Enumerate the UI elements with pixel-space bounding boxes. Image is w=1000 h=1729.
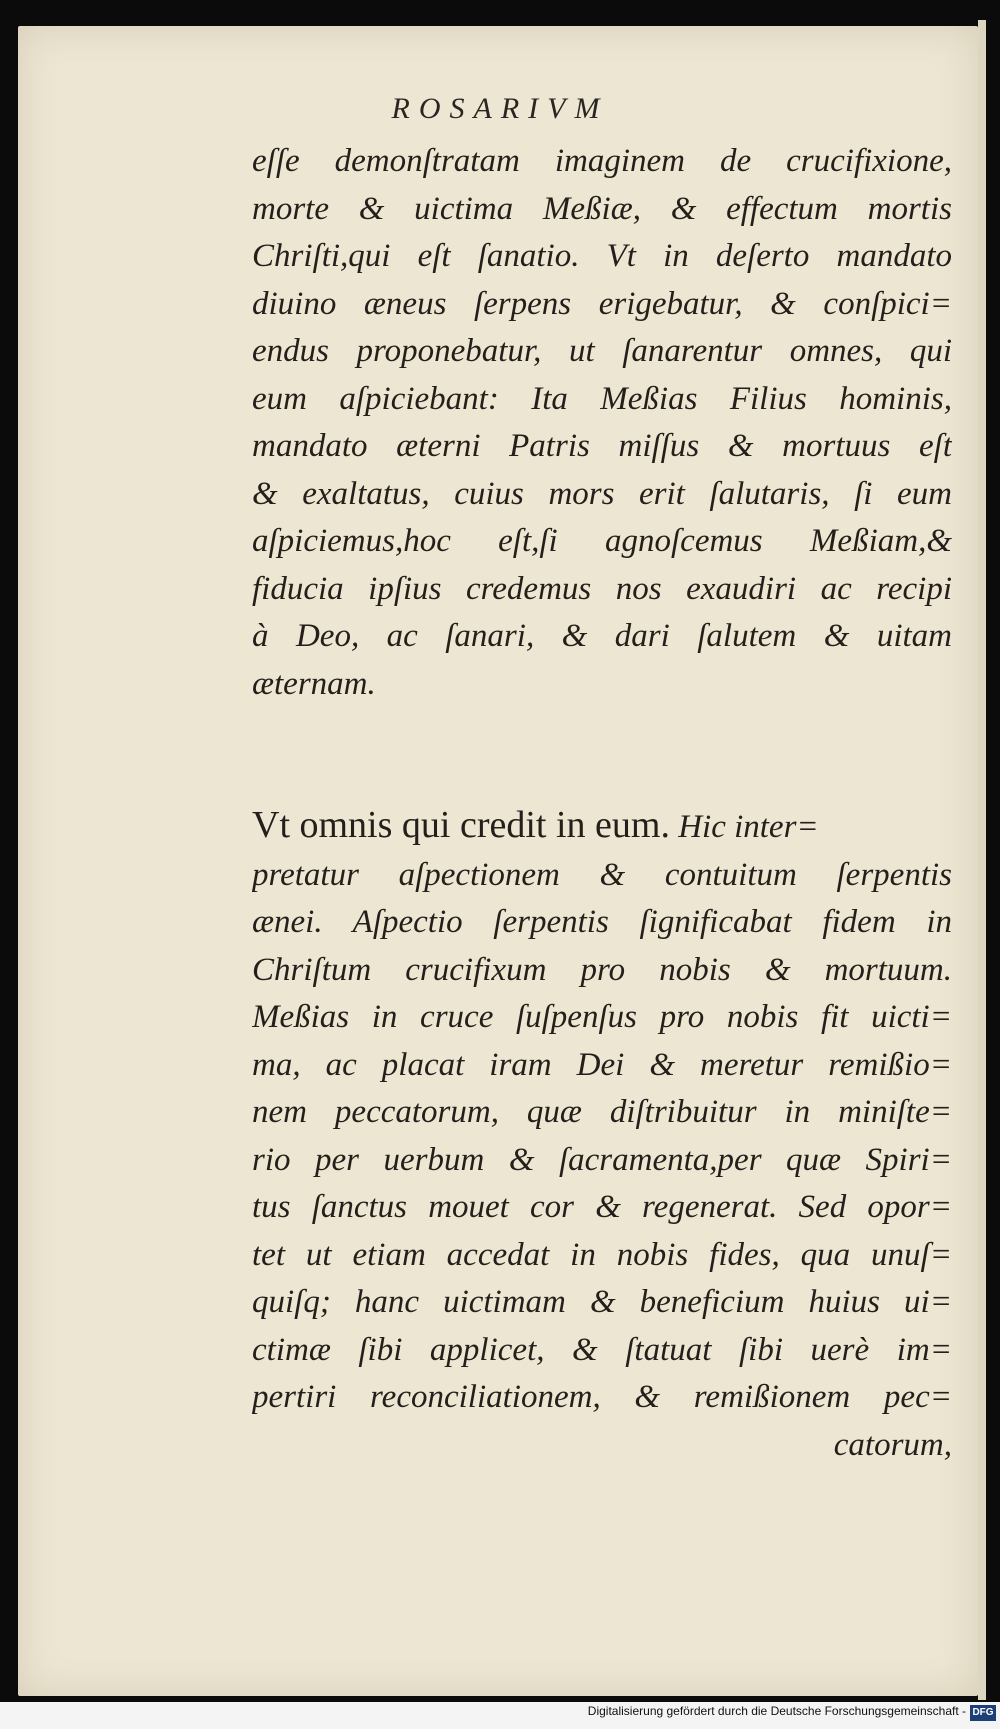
paragraph-2 <box>252 802 952 1469</box>
text-line: fiducia ipſius credemus nos exaudiri ac recipi <box>252 570 952 607</box>
text-line: aſpiciemus,hoc eſt,ſi agnoſcemus Meßiam,& <box>252 523 952 559</box>
lemma: Vt omnis qui credit in eum. <box>252 804 670 846</box>
text-line: Chriſtum crucifixum pro nobis & mortuum. <box>252 951 952 988</box>
catchword: catorum, <box>833 1426 952 1463</box>
text-line: Chriſti,qui eſt ſanatio. Vt in deſerto mandato <box>252 238 952 274</box>
text-line: diuino æneus ſerpens erigebatur, & conſpici= <box>252 285 952 322</box>
paragraph-1 <box>252 138 952 708</box>
text-line: morte & uictima Meßiæ, & effectum mortis <box>252 190 952 227</box>
text-line: eſſe demonſtratam imaginem de crucifixione, <box>252 143 952 179</box>
text-line: ænei. Aſpectio ſerpentis ſignificabat fidem in <box>252 904 952 940</box>
text-line: tet ut etiam accedat in nobis fides, qua unuſ= <box>252 1236 952 1273</box>
text-line: rio per uerbum & ſacramenta,per quæ Spiri= <box>252 1141 952 1178</box>
text-line: nem peccatorum, quæ diſtribuitur in miniſte= <box>252 1094 952 1130</box>
text-line: endus proponebatur, ut ſanarentur omnes, qui <box>252 333 952 369</box>
funding-credit: Digitalisierung gefördert durch die Deutsche Forschungsgemeinschaft - <box>587 1704 966 1718</box>
text-line: ma, ac placat iram Dei & meretur remißio= <box>252 1046 952 1083</box>
text-line: ctimæ ſibi applicet, & ſtatuat ſibi uerè im= <box>252 1331 952 1368</box>
text-line: pertiri reconciliationem, & remißionem pec= <box>252 1379 952 1415</box>
text-line: æternam. <box>252 665 376 702</box>
text-line: quiſq; hanc uictimam & beneficium huius ui= <box>252 1284 952 1320</box>
page-edge <box>978 20 986 1700</box>
running-head: ROSARIVM <box>391 92 609 125</box>
text-line: & exaltatus, cuius mors erit ſalutaris, ſi eum <box>252 475 952 512</box>
text-line: mandato æterni Patris miſſus & mortuus eſt <box>252 428 952 464</box>
lemma-continuation: Hic inter= <box>678 809 819 845</box>
text-line: eum aſpiciebant: Ita Meßias Filius hominis, <box>252 380 952 417</box>
text-line: à Deo, ac ſanari, & dari ſalutem & uitam <box>252 618 952 654</box>
dfg-logo: DFG <box>970 1705 996 1721</box>
lemma-line <box>252 802 952 852</box>
text-line: tus ſanctus mouet cor & regenerat. Sed opor= <box>252 1189 952 1225</box>
text-line: Meßias in cruce ſuſpenſus pro nobis fit uicti= <box>252 999 952 1035</box>
text-line: pretatur aſpectionem & contuitum ſerpentis <box>252 856 952 893</box>
